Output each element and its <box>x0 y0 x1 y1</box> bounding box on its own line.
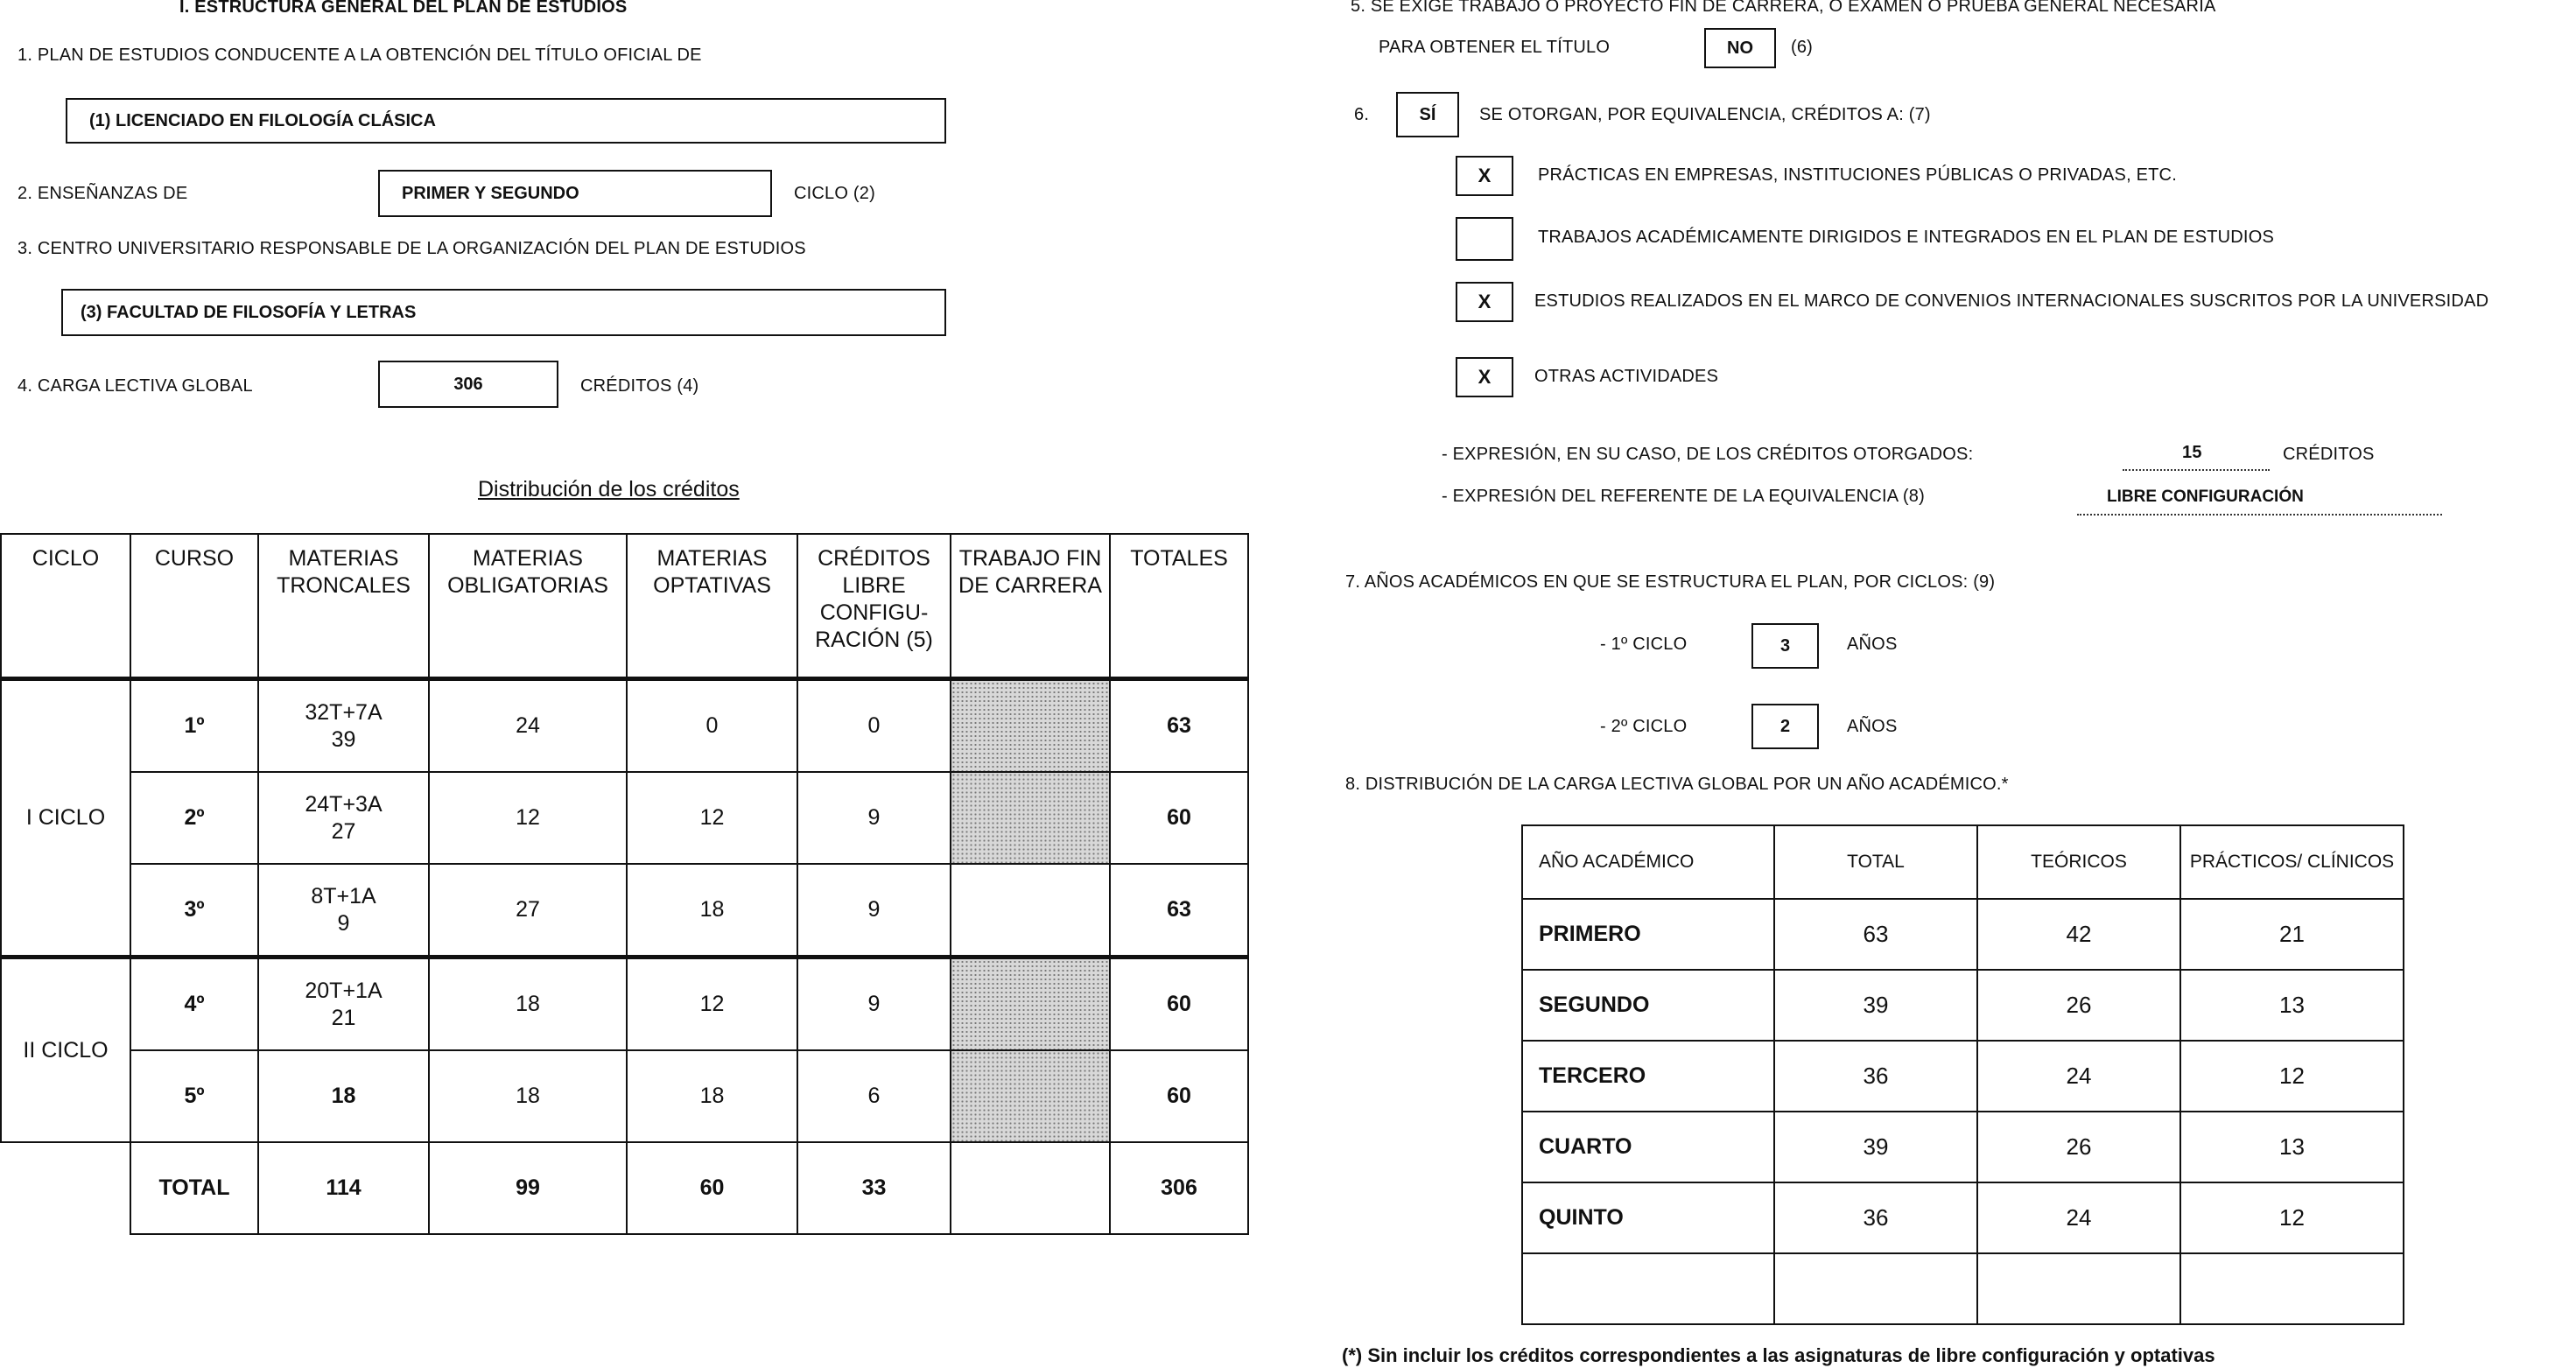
q3-value: (3) FACULTAD DE FILOSOFÍA Y LETRAS <box>81 302 417 322</box>
checkbox-mark: X <box>1478 366 1492 388</box>
libre-cell: 9 <box>797 864 951 958</box>
header-obligatorias: MATERIAS OBLIGATORIAS <box>429 534 627 679</box>
practicos-cell: 21 <box>2180 899 2404 970</box>
q3-value-box <box>61 289 946 336</box>
total-row <box>1 1142 1248 1234</box>
total-optativas: 60 <box>627 1142 797 1234</box>
checkbox-trabajos[interactable] <box>1456 217 1513 261</box>
table-row <box>1522 1041 2404 1112</box>
troncales-breakdown: 32T+7A <box>305 699 383 725</box>
header-ciclo: CICLO <box>1 534 130 679</box>
q5-note: (6) <box>1791 38 1814 57</box>
obligatorias-cell: 12 <box>429 772 627 864</box>
teoricos-cell: 24 <box>1977 1041 2180 1112</box>
table-header-row <box>1522 825 2404 899</box>
q1-label: 1. PLAN DE ESTUDIOS CONDUCENTE A LA OBTENCIÓN DEL TÍTULO OFICIAL DE <box>18 46 702 65</box>
table-row <box>1522 1182 2404 1253</box>
q2-label: 2. ENSEÑANZAS DE <box>18 184 188 203</box>
expr2-label: - EXPRESIÓN DEL REFERENTE DE LA EQUIVALENCIA (8) <box>1442 487 1925 506</box>
curso-cell: 3º <box>130 864 258 958</box>
total-label: TOTAL <box>130 1142 258 1234</box>
q2-value-box <box>378 170 772 217</box>
q4-value: 306 <box>453 374 483 394</box>
q7-c2-label: - 2º CICLO <box>1600 717 1688 736</box>
q4-value-box <box>378 361 558 408</box>
table-row <box>1 864 1248 958</box>
total-cell: 39 <box>1774 1112 1977 1182</box>
header-ano: AÑO ACADÉMICO <box>1522 825 1774 899</box>
header-teoricos: TEÓRICOS <box>1977 825 2180 899</box>
ciclo-1-cell: I CICLO <box>1 679 130 958</box>
table-row <box>1522 970 2404 1041</box>
practicos-cell: 13 <box>2180 1112 2404 1182</box>
table-row <box>1 679 1248 773</box>
section-title: I. ESTRUCTURA GENERAL DEL PLAN DE ESTUDIOS <box>179 0 628 17</box>
footnote: (*) Sin incluir los créditos correspondientes a las asignaturas de libre configuración y optativas <box>1342 1344 2215 1366</box>
q1-value-box <box>66 98 946 144</box>
optativas-cell: 12 <box>627 958 797 1051</box>
curso-cell: 4º <box>130 958 258 1051</box>
header-total: TOTAL <box>1774 825 1977 899</box>
empty-cell <box>2180 1253 2404 1324</box>
curso-cell: 2º <box>130 772 258 864</box>
year-cell: SEGUNDO <box>1522 970 1774 1041</box>
checkbox-practicas[interactable] <box>1456 156 1513 196</box>
troncales-cell <box>258 679 429 773</box>
q2-value: PRIMER Y SEGUNDO <box>402 183 579 203</box>
expr1-underline <box>2123 469 2270 471</box>
checkbox-convenios[interactable] <box>1456 282 1513 322</box>
expr2-value: LIBRE CONFIGURACIÓN <box>2107 488 2304 506</box>
table-row-empty <box>1522 1253 2404 1324</box>
q7-c2-value: 2 <box>1779 716 1791 736</box>
q6-label: SE OTORGAN, POR EQUIVALENCIA, CRÉDITOS A: (7) <box>1479 105 1931 124</box>
expr1-value: 15 <box>2182 443 2202 462</box>
q7-c2-suffix: AÑOS <box>1847 717 1898 736</box>
header-trabajo-fin: TRABAJO FIN DE CARRERA <box>951 534 1110 679</box>
q3-label: 3. CENTRO UNIVERSITARIO RESPONSABLE DE LA ORGANIZACIÓN DEL PLAN DE ESTUDIOS <box>18 239 806 258</box>
troncales-cell <box>258 864 429 958</box>
teoricos-cell: 26 <box>1977 1112 2180 1182</box>
checkbox-mark: X <box>1478 291 1492 312</box>
header-optativas: MATERIAS OPTATIVAS <box>627 534 797 679</box>
trabajo-fin-cell <box>951 864 1110 958</box>
curso-cell: 1º <box>130 679 258 773</box>
libre-cell: 6 <box>797 1050 951 1142</box>
troncales-total: 27 <box>331 818 356 844</box>
header-totales: TOTALES <box>1110 534 1248 679</box>
troncales-breakdown: 20T+1A <box>305 978 383 1003</box>
q4-label: 4. CARGA LECTIVA GLOBAL <box>18 376 253 396</box>
empty-cell <box>1774 1253 1977 1324</box>
q7-c1-label: - 1º CICLO <box>1600 635 1688 654</box>
q5-value-box <box>1704 28 1776 68</box>
practicos-cell: 12 <box>2180 1041 2404 1112</box>
trabajo-fin-cell <box>951 1050 1110 1142</box>
libre-cell: 9 <box>797 958 951 1051</box>
total-cell: 39 <box>1774 970 1977 1041</box>
annual-load-table <box>1521 824 2404 1325</box>
totales-cell: 60 <box>1110 1050 1248 1142</box>
expr1-label: - EXPRESIÓN, EN SU CASO, DE LOS CRÉDITOS OTORGADOS: <box>1442 445 1974 464</box>
table-header-row <box>1 534 1248 679</box>
table-row <box>1 772 1248 864</box>
header-practicos: PRÁCTICOS/ CLÍNICOS <box>2180 825 2404 899</box>
q5-line2: PARA OBTENER EL TÍTULO <box>1379 38 1611 57</box>
q6-value-box <box>1396 92 1459 137</box>
libre-cell: 0 <box>797 679 951 773</box>
table-row <box>1522 1112 2404 1182</box>
trabajo-fin-cell <box>951 679 1110 773</box>
optativas-cell: 0 <box>627 679 797 773</box>
troncales-total: 39 <box>331 726 356 752</box>
troncales-total: 21 <box>331 1005 356 1030</box>
year-cell: QUINTO <box>1522 1182 1774 1253</box>
option-otras: OTRAS ACTIVIDADES <box>1534 367 1719 386</box>
total-libre: 33 <box>797 1142 951 1234</box>
total-obligatorias: 99 <box>429 1142 627 1234</box>
total-cell: 36 <box>1774 1041 1977 1112</box>
trabajo-fin-cell <box>951 958 1110 1051</box>
ciclo-2-cell: II CICLO <box>1 958 130 1143</box>
year-cell: TERCERO <box>1522 1041 1774 1112</box>
obligatorias-cell: 18 <box>429 958 627 1051</box>
practicos-cell: 12 <box>2180 1182 2404 1253</box>
total-cell: 63 <box>1774 899 1977 970</box>
totales-cell: 60 <box>1110 772 1248 864</box>
year-cell: CUARTO <box>1522 1112 1774 1182</box>
q8-label: 8. DISTRIBUCIÓN DE LA CARGA LECTIVA GLOBAL POR UN AÑO ACADÉMICO.* <box>1345 775 2009 794</box>
totales-cell: 63 <box>1110 679 1248 773</box>
q6-number: 6. <box>1354 105 1370 124</box>
optativas-cell: 18 <box>627 1050 797 1142</box>
option-trabajos: TRABAJOS ACADÉMICAMENTE DIRIGIDOS E INTEGRADOS EN EL PLAN DE ESTUDIOS <box>1538 228 2274 247</box>
totales-cell: 60 <box>1110 958 1248 1051</box>
obligatorias-cell: 27 <box>429 864 627 958</box>
troncales-breakdown: 24T+3A <box>305 791 383 817</box>
empty-cell <box>1977 1253 2180 1324</box>
troncales-total: 9 <box>337 910 350 936</box>
q1-value: (1) LICENCIADO EN FILOLOGÍA CLÁSICA <box>89 110 436 130</box>
q6-value: SÍ <box>1419 104 1436 124</box>
table-row <box>1 958 1248 1051</box>
obligatorias-cell: 18 <box>429 1050 627 1142</box>
header-libre: CRÉDITOS LIBRE CONFIGU- RACIÓN (5) <box>797 534 951 679</box>
curso-cell: 5º <box>130 1050 258 1142</box>
checkbox-otras[interactable] <box>1456 357 1513 397</box>
empty-cell <box>1522 1253 1774 1324</box>
expr2-underline <box>2077 514 2442 516</box>
troncales-breakdown: 8T+1A <box>311 883 376 908</box>
total-trabajo-fin <box>951 1142 1110 1234</box>
optativas-cell: 12 <box>627 772 797 864</box>
option-practicas: PRÁCTICAS EN EMPRESAS, INSTITUCIONES PÚBLICAS O PRIVADAS, ETC. <box>1538 165 2177 185</box>
total-cell: 36 <box>1774 1182 1977 1253</box>
obligatorias-cell: 24 <box>429 679 627 773</box>
q7-c1-suffix: AÑOS <box>1847 635 1898 654</box>
q2-suffix: CICLO (2) <box>794 184 875 203</box>
q5-value: NO <box>1727 38 1753 58</box>
total-troncales: 114 <box>258 1142 429 1234</box>
header-curso: CURSO <box>130 534 258 679</box>
q4-suffix: CRÉDITOS (4) <box>580 376 699 396</box>
total-totales: 306 <box>1110 1142 1248 1234</box>
troncales-cell <box>258 772 429 864</box>
teoricos-cell: 24 <box>1977 1182 2180 1253</box>
q7-label: 7. AÑOS ACADÉMICOS EN QUE SE ESTRUCTURA EL PLAN, POR CICLOS: (9) <box>1345 572 1996 592</box>
trabajo-fin-cell <box>951 772 1110 864</box>
table-row <box>1522 899 2404 970</box>
q7-c1-value-box <box>1751 623 1819 669</box>
table-row <box>1 1050 1248 1142</box>
year-cell: PRIMERO <box>1522 899 1774 970</box>
header-troncales: MATERIAS TRONCALES <box>258 534 429 679</box>
totales-cell: 63 <box>1110 864 1248 958</box>
q7-c1-value: 3 <box>1779 635 1791 656</box>
distribution-title: Distribución de los créditos <box>478 477 740 502</box>
troncales-cell <box>258 958 429 1051</box>
libre-cell: 9 <box>797 772 951 864</box>
q7-c2-value-box <box>1751 704 1819 749</box>
optativas-cell: 18 <box>627 864 797 958</box>
teoricos-cell: 42 <box>1977 899 2180 970</box>
expr1-suffix: CRÉDITOS <box>2283 445 2375 464</box>
checkbox-mark: X <box>1478 165 1492 186</box>
q5-line1: 5. SE EXIGE TRABAJO O PROYECTO FIN DE CARRERA, O EXAMEN O PRUEBA GENERAL NECESARIA <box>1351 0 2216 16</box>
credit-distribution-table <box>0 533 1249 1235</box>
option-convenios: ESTUDIOS REALIZADOS EN EL MARCO DE CONVENIOS INTERNACIONALES SUSCRITOS POR LA UNIVERSIDAD <box>1534 291 2489 311</box>
teoricos-cell: 26 <box>1977 970 2180 1041</box>
empty-cell <box>1 1142 130 1234</box>
practicos-cell: 13 <box>2180 970 2404 1041</box>
troncales-cell: 18 <box>258 1050 429 1142</box>
